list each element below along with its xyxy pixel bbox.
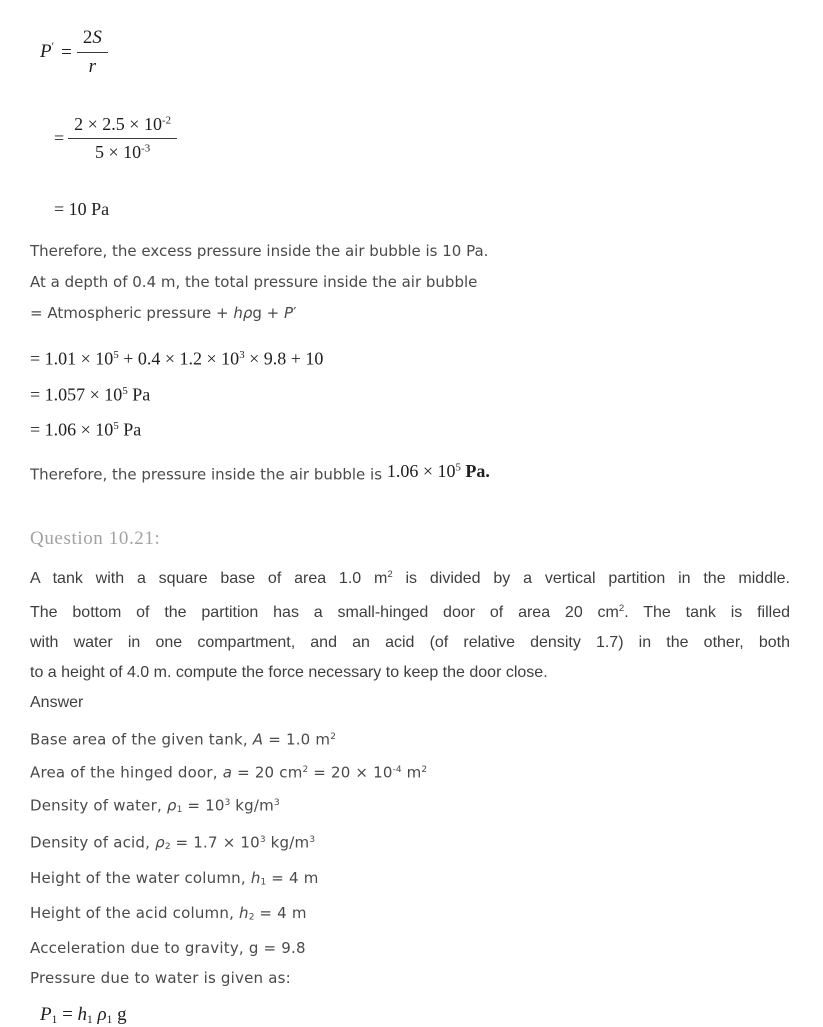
paragraph-line xyxy=(30,236,790,267)
text-segment: Acceleration due to gravity, g = 9.8 xyxy=(30,938,306,957)
text-segment: + xyxy=(261,304,285,322)
text-segment: 1 xyxy=(51,1013,58,1026)
text-segment: At a depth of 0.4 m, the total pressure inside the air bubble xyxy=(30,273,478,291)
conclusion-line xyxy=(30,458,790,488)
answer-line xyxy=(30,755,790,788)
text-segment: 1.06 × 10 xyxy=(386,460,456,481)
text-segment: h xyxy=(250,868,261,887)
answer-line xyxy=(30,933,790,963)
text-segment: to a height of 4.0 m. compute the force necessary to keep the door close. xyxy=(30,663,548,681)
text-segment: Pressure due to water is given as: xyxy=(30,969,291,988)
fraction-denominator xyxy=(68,139,177,163)
text-segment: Density of acid, xyxy=(30,833,156,852)
text-segment: S xyxy=(92,27,102,48)
text-segment: 3 xyxy=(309,835,316,846)
paragraph-line xyxy=(30,298,790,329)
text-segment: P xyxy=(40,1003,52,1025)
text-segment: = xyxy=(57,1003,78,1025)
text-segment: Density of water, xyxy=(30,796,167,815)
text-segment: 5 × 10 xyxy=(94,142,142,162)
equation-line xyxy=(30,339,790,375)
question-text-line xyxy=(30,560,790,594)
text-segment: 5 xyxy=(113,349,119,361)
text-segment: 2 xyxy=(248,912,255,923)
text-segment: = 4 m xyxy=(266,868,319,887)
text-segment: r xyxy=(88,56,97,77)
text-segment: = 1.01 × 10 xyxy=(30,348,114,369)
text-segment: kg/m xyxy=(265,833,310,852)
text-segment: = 1.7 × 10 xyxy=(170,833,260,852)
formula-substitution xyxy=(54,114,790,163)
text-segment: 3 xyxy=(239,349,245,361)
text-segment: A tank with a square base of area 1.0 m xyxy=(30,569,388,587)
text-segment: = 1.0 m xyxy=(263,730,331,749)
text-segment: ′ xyxy=(51,41,55,54)
text-segment: Area of the hinged door, xyxy=(30,763,223,782)
text-segment: Therefore, the pressure inside the air bubble is xyxy=(30,465,387,484)
answer-line xyxy=(30,898,790,933)
text-segment: h xyxy=(239,903,249,922)
text-segment: = 1.06 × 10 xyxy=(30,420,114,441)
text-segment: g xyxy=(252,304,262,322)
equals-sign: = xyxy=(61,41,72,63)
fraction-denominator xyxy=(77,53,108,78)
text-segment: h xyxy=(233,304,243,322)
text-segment: -4 xyxy=(392,764,402,775)
text-segment: Pa xyxy=(118,420,142,441)
text-segment: P xyxy=(284,304,294,322)
paragraph-line xyxy=(30,267,790,298)
text-segment: × 9.8 + 10 xyxy=(244,348,324,369)
text-segment: Therefore, the excess pressure inside the air bubble is 10 Pa. xyxy=(30,242,489,260)
conclusion-text xyxy=(30,466,387,484)
text-segment: 1 xyxy=(260,877,267,888)
answer-line xyxy=(30,863,790,898)
equals-sign: = xyxy=(54,128,65,148)
text-segment: ′ xyxy=(293,304,297,322)
text-segment: = 20 cm xyxy=(232,763,303,782)
fraction xyxy=(68,114,177,163)
answer-line xyxy=(30,788,790,826)
text-segment: 5 xyxy=(113,420,119,433)
text-segment: 2 × 2.5 × 10 xyxy=(74,114,162,134)
text-segment: = 4 m xyxy=(254,903,307,922)
text-segment: Pa xyxy=(127,384,151,405)
formula-lhs xyxy=(40,41,54,63)
text-segment: Pa. xyxy=(465,460,490,481)
text-segment: 2 xyxy=(164,842,171,853)
text-segment: = 20 × 10 xyxy=(308,763,393,782)
text-segment: ρ xyxy=(97,1003,107,1025)
text-segment: The bottom of the partition has a small-hinged door of area 20 cm xyxy=(30,603,619,621)
equation-line xyxy=(30,410,790,446)
equation-line xyxy=(30,375,790,411)
text-segment: 3 xyxy=(224,797,231,808)
text-segment: a xyxy=(222,763,233,782)
answer-line xyxy=(30,825,790,863)
text-segment: 1 xyxy=(87,1013,93,1026)
conclusion-value xyxy=(387,461,490,481)
text-segment: P xyxy=(40,41,52,63)
text-segment: 3 xyxy=(273,797,280,808)
question-heading: Question 10.21: xyxy=(30,527,161,549)
text-segment: -2 xyxy=(161,114,171,127)
text-segment: ρ xyxy=(242,304,253,322)
text-segment: Base area of the given tank, xyxy=(30,730,253,749)
text-segment: 5 xyxy=(122,384,128,397)
answer-block xyxy=(30,722,790,994)
text-segment: 1 xyxy=(176,804,183,815)
question-paragraph xyxy=(30,560,790,718)
text-segment: ρ xyxy=(166,796,177,815)
answer-line xyxy=(30,963,790,993)
text-segment: -3 xyxy=(141,142,151,155)
text-segment: kg/m xyxy=(230,796,274,815)
formula-excess-pressure xyxy=(40,27,790,78)
question-text-line xyxy=(30,628,790,658)
fraction xyxy=(77,27,108,78)
text-segment: = 1.057 × 10 xyxy=(30,384,123,405)
text-segment: = 10 xyxy=(182,796,225,815)
text-segment: g xyxy=(112,1003,127,1025)
fraction-numerator xyxy=(68,114,177,139)
text-segment: with water in one compartment, and an acid (of relative density 1.7) in the other, both xyxy=(30,633,790,651)
text-segment: 2 xyxy=(330,731,336,742)
question-text-line xyxy=(30,658,790,688)
text-segment: 2 xyxy=(421,764,428,775)
text-segment: is divided by a vertical partition in the middle. xyxy=(392,569,790,587)
text-segment: = 10 Pa xyxy=(54,199,110,219)
text-segment: m xyxy=(401,763,422,782)
text-segment: 2 xyxy=(387,568,393,580)
text-segment: 5 xyxy=(455,461,461,474)
formula-water-pressure xyxy=(40,1004,790,1026)
text-segment: 2 xyxy=(82,27,93,48)
text-segment: 1 xyxy=(106,1013,113,1026)
text-segment: Height of the water column, xyxy=(30,868,251,887)
answer-line xyxy=(30,722,790,755)
question-text-line xyxy=(30,594,790,628)
answer-label: Answer xyxy=(30,693,84,711)
fraction-numerator xyxy=(77,27,108,53)
text-segment: + 0.4 × 1.2 × 10 xyxy=(118,348,240,369)
text-segment: Height of the acid column, xyxy=(30,903,240,922)
text-segment: = Atmospheric pressure + xyxy=(30,304,234,322)
equation-block xyxy=(30,339,790,446)
formula-result xyxy=(54,199,790,220)
explanation-paragraph xyxy=(30,236,790,329)
text-segment: h xyxy=(77,1003,88,1025)
text-segment: 2 xyxy=(302,764,309,775)
text-segment: . The tank is filled xyxy=(624,603,790,621)
text-segment: A xyxy=(252,730,264,749)
text-segment: ρ xyxy=(155,833,165,852)
text-segment: 3 xyxy=(259,835,266,846)
text-segment: 2 xyxy=(618,602,625,614)
